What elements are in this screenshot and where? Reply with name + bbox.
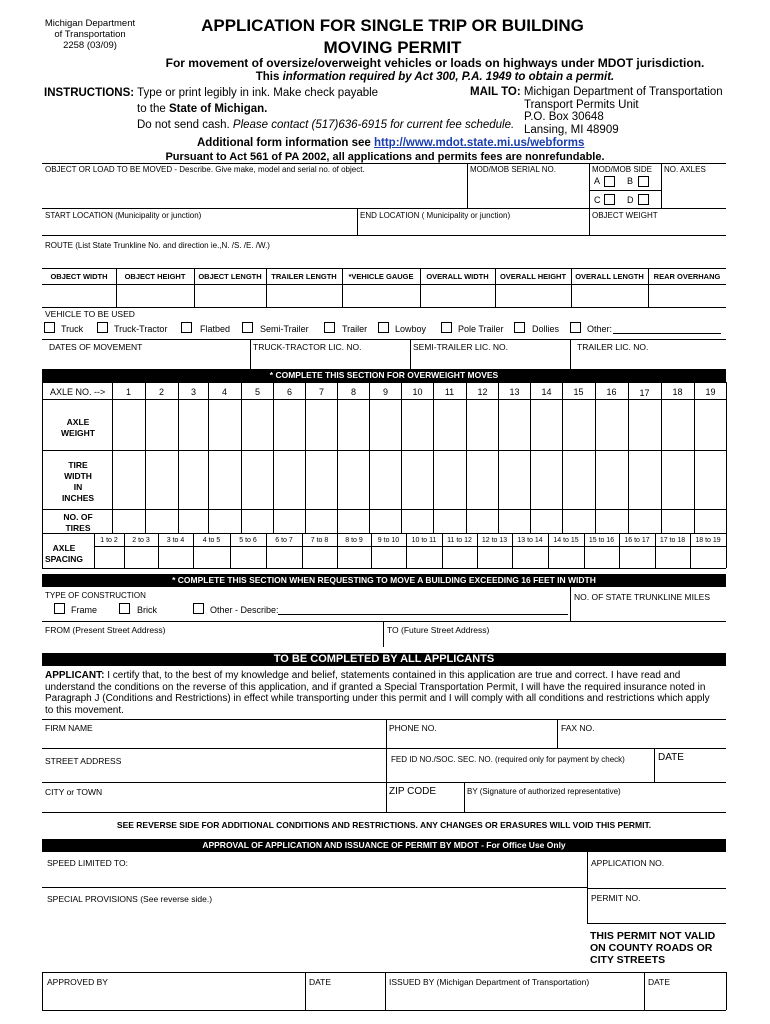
rule (595, 382, 596, 533)
rule (386, 719, 387, 812)
tires-line-1: NO. OF (63, 512, 93, 522)
spacing-label: 5 to 6 (239, 537, 257, 544)
spacing-label: 1 to 2 (100, 537, 118, 544)
rule (694, 382, 695, 533)
dollies-checkbox[interactable] (514, 322, 525, 333)
rule (498, 382, 499, 533)
mail-address-1: Michigan Department of Transportation (523, 86, 723, 98)
axle-number: 1 (125, 387, 131, 397)
other-construction-line (278, 614, 568, 615)
rule (570, 339, 571, 369)
rule (305, 382, 306, 533)
object-description-label: OBJECT OR LOAD TO BE MOVED - Describe. Give make, model and serial no. of object. (45, 165, 365, 174)
rule (42, 268, 726, 269)
axle-number: 15 (573, 387, 584, 397)
mail-line-3: P.O. Box 30648 (524, 111, 604, 123)
instructions-line-3 (137, 119, 514, 131)
other-construction-label: Other - Describe: (210, 605, 279, 615)
rule (466, 382, 467, 533)
rule (241, 382, 242, 533)
approved-by-label: APPROVED BY (47, 977, 108, 987)
instructions-text-1: Type or print legibly in ink. Make check payable (137, 87, 379, 99)
not-valid-line-2: ON COUNTY ROADS OR (590, 942, 713, 954)
pole-trailer-checkbox[interactable] (441, 322, 452, 333)
street-address-label: STREET ADDRESS (45, 756, 122, 766)
reverse-side-note: SEE REVERSE SIDE FOR ADDITIONAL CONDITIONS AND RESTRICTIONS. ANY CHANGES OR ERASURES WILL VOID THIS PERMIT. (116, 820, 652, 830)
rule (250, 339, 251, 369)
other-construction-checkbox[interactable] (193, 603, 204, 614)
act-text: information required by Act 300, P.A. 1949 to obtain a permit. (282, 71, 615, 83)
number-of-axles-input[interactable] (663, 178, 725, 204)
spacing-label: 14 to 15 (553, 537, 579, 544)
fee-contact: Please contact (517)636-6915 for current fee schedule. (232, 119, 515, 131)
flatbed-checkbox[interactable] (181, 322, 192, 333)
phone-label: PHONE NO. (389, 723, 437, 733)
mail-line-2: Transport Permits Unit (524, 98, 639, 111)
to-address-label: TO (Future Street Address) (387, 625, 490, 635)
instructions-label: INSTRUCTIONS: (44, 87, 135, 99)
rule (42, 307, 726, 308)
axle-number: 5 (254, 387, 260, 397)
lowboy-label: Lowboy (395, 324, 427, 334)
fax-label: FAX NO. (561, 723, 595, 733)
act-note (200, 71, 670, 83)
tires-line-2: TIRES (65, 523, 91, 533)
special-provisions-label: SPECIAL PROVISIONS (See reverse side.) (47, 894, 213, 904)
construction-label: TYPE OF CONSTRUCTION (45, 591, 146, 600)
truck-tractor-lic-label: TRUCK-TRACTOR LIC. NO. (253, 342, 362, 352)
axle-number: 8 (350, 387, 356, 397)
tire-width-line-1: TIRE (68, 460, 88, 470)
rule (42, 887, 587, 888)
rule (383, 621, 384, 647)
truck-tractor-label: Truck-Tractor (114, 324, 168, 334)
axle-number: 9 (382, 387, 388, 397)
rule (661, 163, 662, 208)
tire-width-line-2: WIDTH (64, 471, 92, 481)
brick-checkbox[interactable] (119, 603, 130, 614)
payee: State of Michigan. (168, 103, 268, 115)
pursuant-note: Pursuant to Act 561 of PA 2002, all applications and permits fees are nonrefundable. (165, 151, 605, 163)
rule (726, 972, 727, 1010)
tire-width-line-3: IN (73, 482, 83, 492)
rule (273, 382, 274, 533)
vehicle-gauge-header: *VEHICLE GAUGE (348, 272, 414, 281)
frame-checkbox[interactable] (54, 603, 65, 614)
dept-line-1: Michigan Department (44, 18, 136, 29)
rule (530, 382, 531, 533)
route-label: ROUTE (List State Trunkline No. and direction ie.,N. /S. /E. /W.) (45, 241, 270, 250)
overweight-banner: * COMPLETE THIS SECTION FOR OVERWEIGHT MOVES (42, 369, 726, 382)
mail-label: MAIL TO: (470, 86, 521, 98)
title-line-1: APPLICATION FOR SINGLE TRIP OR BUILDING (201, 16, 584, 35)
dept-line-2: of Transportation (54, 29, 126, 40)
object-height-header: OBJECT HEIGHT (124, 272, 186, 281)
department-name (40, 18, 140, 51)
spacing-label: 18 to 19 (695, 537, 721, 544)
spacing-label: 7 to 8 (310, 537, 329, 544)
overall-length-header: OVERALL LENGTH (575, 272, 644, 281)
rule (433, 382, 434, 533)
certify-line-3: Paragraph J (Conditions and Restrictions) in effect while transporting under this permit and I will comply with all conditions and restrictions which apply (45, 693, 710, 704)
trailer-length-header: TRAILER LENGTH (271, 272, 337, 281)
not-valid-line-1: THIS PERMIT NOT VALID (590, 930, 716, 942)
rule (305, 972, 306, 1010)
axle-number: 7 (318, 387, 324, 397)
axle-weight-text: AXLE WEIGHT (61, 417, 95, 438)
tire-width-line-4: INCHES (61, 493, 95, 503)
rule (42, 748, 726, 749)
certify-text-1: I certify that, to the best of my knowledge and belief, statements contained in this application are true and correct. I have read and (107, 670, 681, 681)
rule (337, 382, 338, 533)
instructions-prefix-2: to the (137, 103, 169, 115)
applicants-banner: TO BE COMPLETED BY ALL APPLICANTS (42, 653, 726, 666)
mod-mob-side-label: MOD/MOB SIDE (592, 165, 653, 174)
other-vehicle-line (613, 333, 721, 334)
semi-trailer-label: Semi-Trailer (260, 324, 309, 334)
end-location-label: END LOCATION ( Municipality or junction) (360, 211, 511, 220)
axle-weight-label (44, 417, 112, 439)
not-valid-line-3: CITY STREETS (590, 954, 666, 966)
spacing-label: 16 to 17 (624, 537, 650, 544)
truck-label: Truck (61, 324, 84, 334)
fed-id-label: FED ID NO./SOC. SEC. NO. (required only for payment by check) (391, 755, 625, 764)
rule (42, 208, 726, 209)
rule (42, 719, 726, 720)
axle-number: 2 (158, 387, 164, 397)
rule (357, 208, 358, 235)
spacing-label: 8 to 9 (345, 537, 363, 544)
rule (385, 972, 386, 1010)
rule (42, 782, 726, 783)
rule (42, 972, 726, 973)
rule (145, 382, 146, 533)
rule (589, 163, 590, 235)
side-d-checkbox[interactable] (638, 194, 649, 205)
issue-date-label: DATE (648, 977, 671, 987)
axle-number: 3 (190, 387, 196, 397)
side-b-checkbox[interactable] (638, 176, 649, 187)
frame-label: Frame (71, 605, 98, 615)
axle-number: 17 (639, 388, 650, 398)
rule (42, 1010, 726, 1011)
form-number: 2258 (03/09) (63, 40, 117, 51)
rule (42, 621, 726, 622)
vehicle-label: VEHICLE TO BE USED (45, 309, 135, 319)
spacing-label: 9 to 10 (377, 537, 400, 544)
serial-number-label: MOD/MOB SERIAL NO. (470, 165, 556, 174)
approval-date-label: DATE (309, 977, 332, 987)
spacing-line-1: AXLE (52, 543, 76, 553)
rule (42, 235, 726, 236)
axle-spacing-label (42, 543, 86, 565)
city-label: CITY or TOWN (45, 787, 103, 797)
rear-overhang-header: REAR OVERHANG (653, 272, 721, 281)
rule (570, 587, 571, 621)
other-vehicle-checkbox[interactable] (570, 322, 581, 333)
mail-line-1 (470, 86, 723, 99)
rule (644, 972, 645, 1010)
side-b-label: B (627, 176, 634, 186)
object-description-input[interactable] (44, 178, 464, 204)
additional-info (197, 137, 584, 149)
rule (42, 533, 726, 534)
rule (112, 382, 113, 533)
firm-name-label: FIRM NAME (45, 723, 93, 733)
axle-number: 16 (606, 387, 617, 397)
zip-code-label: ZIP CODE (389, 786, 437, 797)
semi-trailer-checkbox[interactable] (242, 322, 253, 333)
spacing-label: 6 to 7 (275, 537, 293, 544)
number-of-tires-label (44, 512, 112, 534)
rule (654, 748, 655, 782)
title-line-2: MOVING PERMIT (323, 38, 462, 57)
webforms-link[interactable]: http://www.mdot.state.mi.us/webforms (373, 137, 585, 149)
trunkline-miles-label: NO. OF STATE TRUNKLINE MILES (574, 592, 711, 602)
object-length-header: OBJECT LENGTH (198, 272, 262, 281)
rule (42, 163, 726, 164)
spacing-label: 10 to 11 (411, 537, 437, 544)
side-a-checkbox[interactable] (604, 176, 615, 187)
additional-text: Additional form information see (197, 137, 374, 149)
tire-width-label (44, 460, 112, 504)
spacing-label: 13 to 14 (517, 537, 543, 544)
rule (562, 382, 563, 533)
trailer-lic-label: TRAILER LIC. NO. (577, 342, 649, 352)
side-d-label: D (627, 195, 634, 205)
object-weight-label: OBJECT WEIGHT (592, 211, 658, 220)
spacing-label: 12 to 13 (481, 537, 508, 544)
serial-number-input[interactable] (469, 178, 587, 204)
brick-label: Brick (137, 605, 157, 615)
instructions-line-2 (137, 103, 267, 115)
application-number-label: APPLICATION NO. (591, 858, 665, 868)
rule (178, 382, 179, 533)
rule (557, 719, 558, 748)
axle-number: 19 (705, 387, 716, 397)
side-c-label: C (594, 195, 601, 205)
pole-trailer-label: Pole Trailer (458, 324, 504, 334)
act-prefix: This (255, 71, 283, 83)
rule (42, 812, 726, 813)
spacing-line-2: SPACING (44, 554, 84, 564)
spacing-label: 15 to 16 (588, 537, 615, 544)
rule (467, 163, 468, 208)
spacing-label: 17 to 18 (659, 537, 686, 544)
mail-line-4: Lansing, MI 48909 (524, 123, 619, 136)
rule (42, 972, 43, 1010)
certify-line-2: understand the conditions on the reverse of this application, and if granted a Special Transportation Permit, I will have the required insurance noted in (45, 681, 706, 693)
applicant-date-label: DATE (658, 752, 684, 763)
side-c-checkbox[interactable] (604, 194, 615, 205)
rule (42, 382, 43, 568)
rule (587, 923, 726, 924)
speed-limit-label: SPEED LIMITED TO: (47, 858, 128, 868)
rule (587, 888, 726, 889)
mail-to (470, 86, 723, 136)
overall-height-header: OVERALL HEIGHT (499, 272, 567, 281)
from-address-label: FROM (Present Street Address) (45, 625, 166, 635)
overall-width-header: OVERALL WIDTH (426, 272, 489, 281)
rule (410, 339, 411, 369)
issued-by-label: ISSUED BY (Michigan Department of Transportation) (389, 977, 590, 987)
instructions-prefix-3: Do not send cash. (137, 119, 233, 131)
axle-number: 14 (541, 387, 552, 397)
spacing-label: 4 to 5 (202, 537, 221, 544)
signature-label: BY (Signature of authorized representative) (467, 787, 621, 796)
permit-number-label: PERMIT NO. (591, 893, 641, 903)
rule (42, 339, 726, 340)
lowboy-checkbox[interactable] (378, 322, 389, 333)
rule (94, 546, 726, 547)
axle-number: 6 (286, 387, 292, 397)
spacing-label: 3 to 4 (166, 537, 185, 544)
rule (464, 782, 465, 812)
axle-number: 13 (509, 387, 520, 397)
rule (589, 190, 661, 191)
subtitle: For movement of oversize/overweight vehicles or loads on highways under MDOT jurisdiction. (165, 56, 705, 70)
dollies-label: Dollies (532, 324, 560, 334)
axle-number-label: AXLE NO. --> (50, 387, 106, 397)
rule (661, 382, 662, 533)
trailer-checkbox[interactable] (324, 322, 335, 333)
number-of-axles-label: NO. AXLES (664, 165, 706, 174)
axle-number: 18 (672, 387, 683, 397)
page-title (150, 15, 635, 59)
axle-number: 12 (477, 387, 488, 397)
applicant-label: APPLICANT: (45, 670, 105, 681)
building-banner: * COMPLETE THIS SECTION WHEN REQUESTING TO MOVE A BUILDING EXCEEDING 16 FEET IN WIDTH (42, 574, 726, 587)
other-vehicle-label: Other: (587, 324, 613, 334)
flatbed-label: Flatbed (200, 324, 231, 334)
spacing-label: 2 to 3 (132, 537, 150, 544)
object-width-header: OBJECT WIDTH (50, 272, 108, 281)
rule (42, 568, 726, 569)
rule (726, 382, 727, 568)
instructions-line-1 (44, 87, 378, 99)
trailer-label: Trailer (342, 324, 368, 334)
rule (208, 382, 209, 533)
spacing-label: 11 to 12 (447, 537, 472, 544)
axle-number: 10 (412, 387, 423, 397)
office-use-banner: APPROVAL OF APPLICATION AND ISSUANCE OF PERMIT BY MDOT - For Office Use Only (42, 839, 726, 852)
start-location-label: START LOCATION (Municipality or junction) (45, 211, 202, 220)
rule (401, 382, 402, 533)
semi-trailer-lic-label: SEMI-TRAILER LIC. NO. (413, 342, 508, 352)
applicant-certification (45, 670, 726, 716)
rule (42, 284, 726, 285)
truck-tractor-checkbox[interactable] (97, 322, 108, 333)
dates-of-movement-label: DATES OF MOVEMENT (49, 342, 143, 352)
rule (369, 382, 370, 533)
truck-checkbox[interactable] (44, 322, 55, 333)
certify-line-4: to this movement. (45, 704, 124, 716)
rule (628, 382, 629, 533)
certify-line-1 (45, 670, 726, 682)
not-valid-notice (590, 930, 715, 966)
axle-number: 4 (221, 387, 227, 397)
axle-number: 11 (444, 387, 455, 397)
side-a-label: A (594, 176, 601, 186)
